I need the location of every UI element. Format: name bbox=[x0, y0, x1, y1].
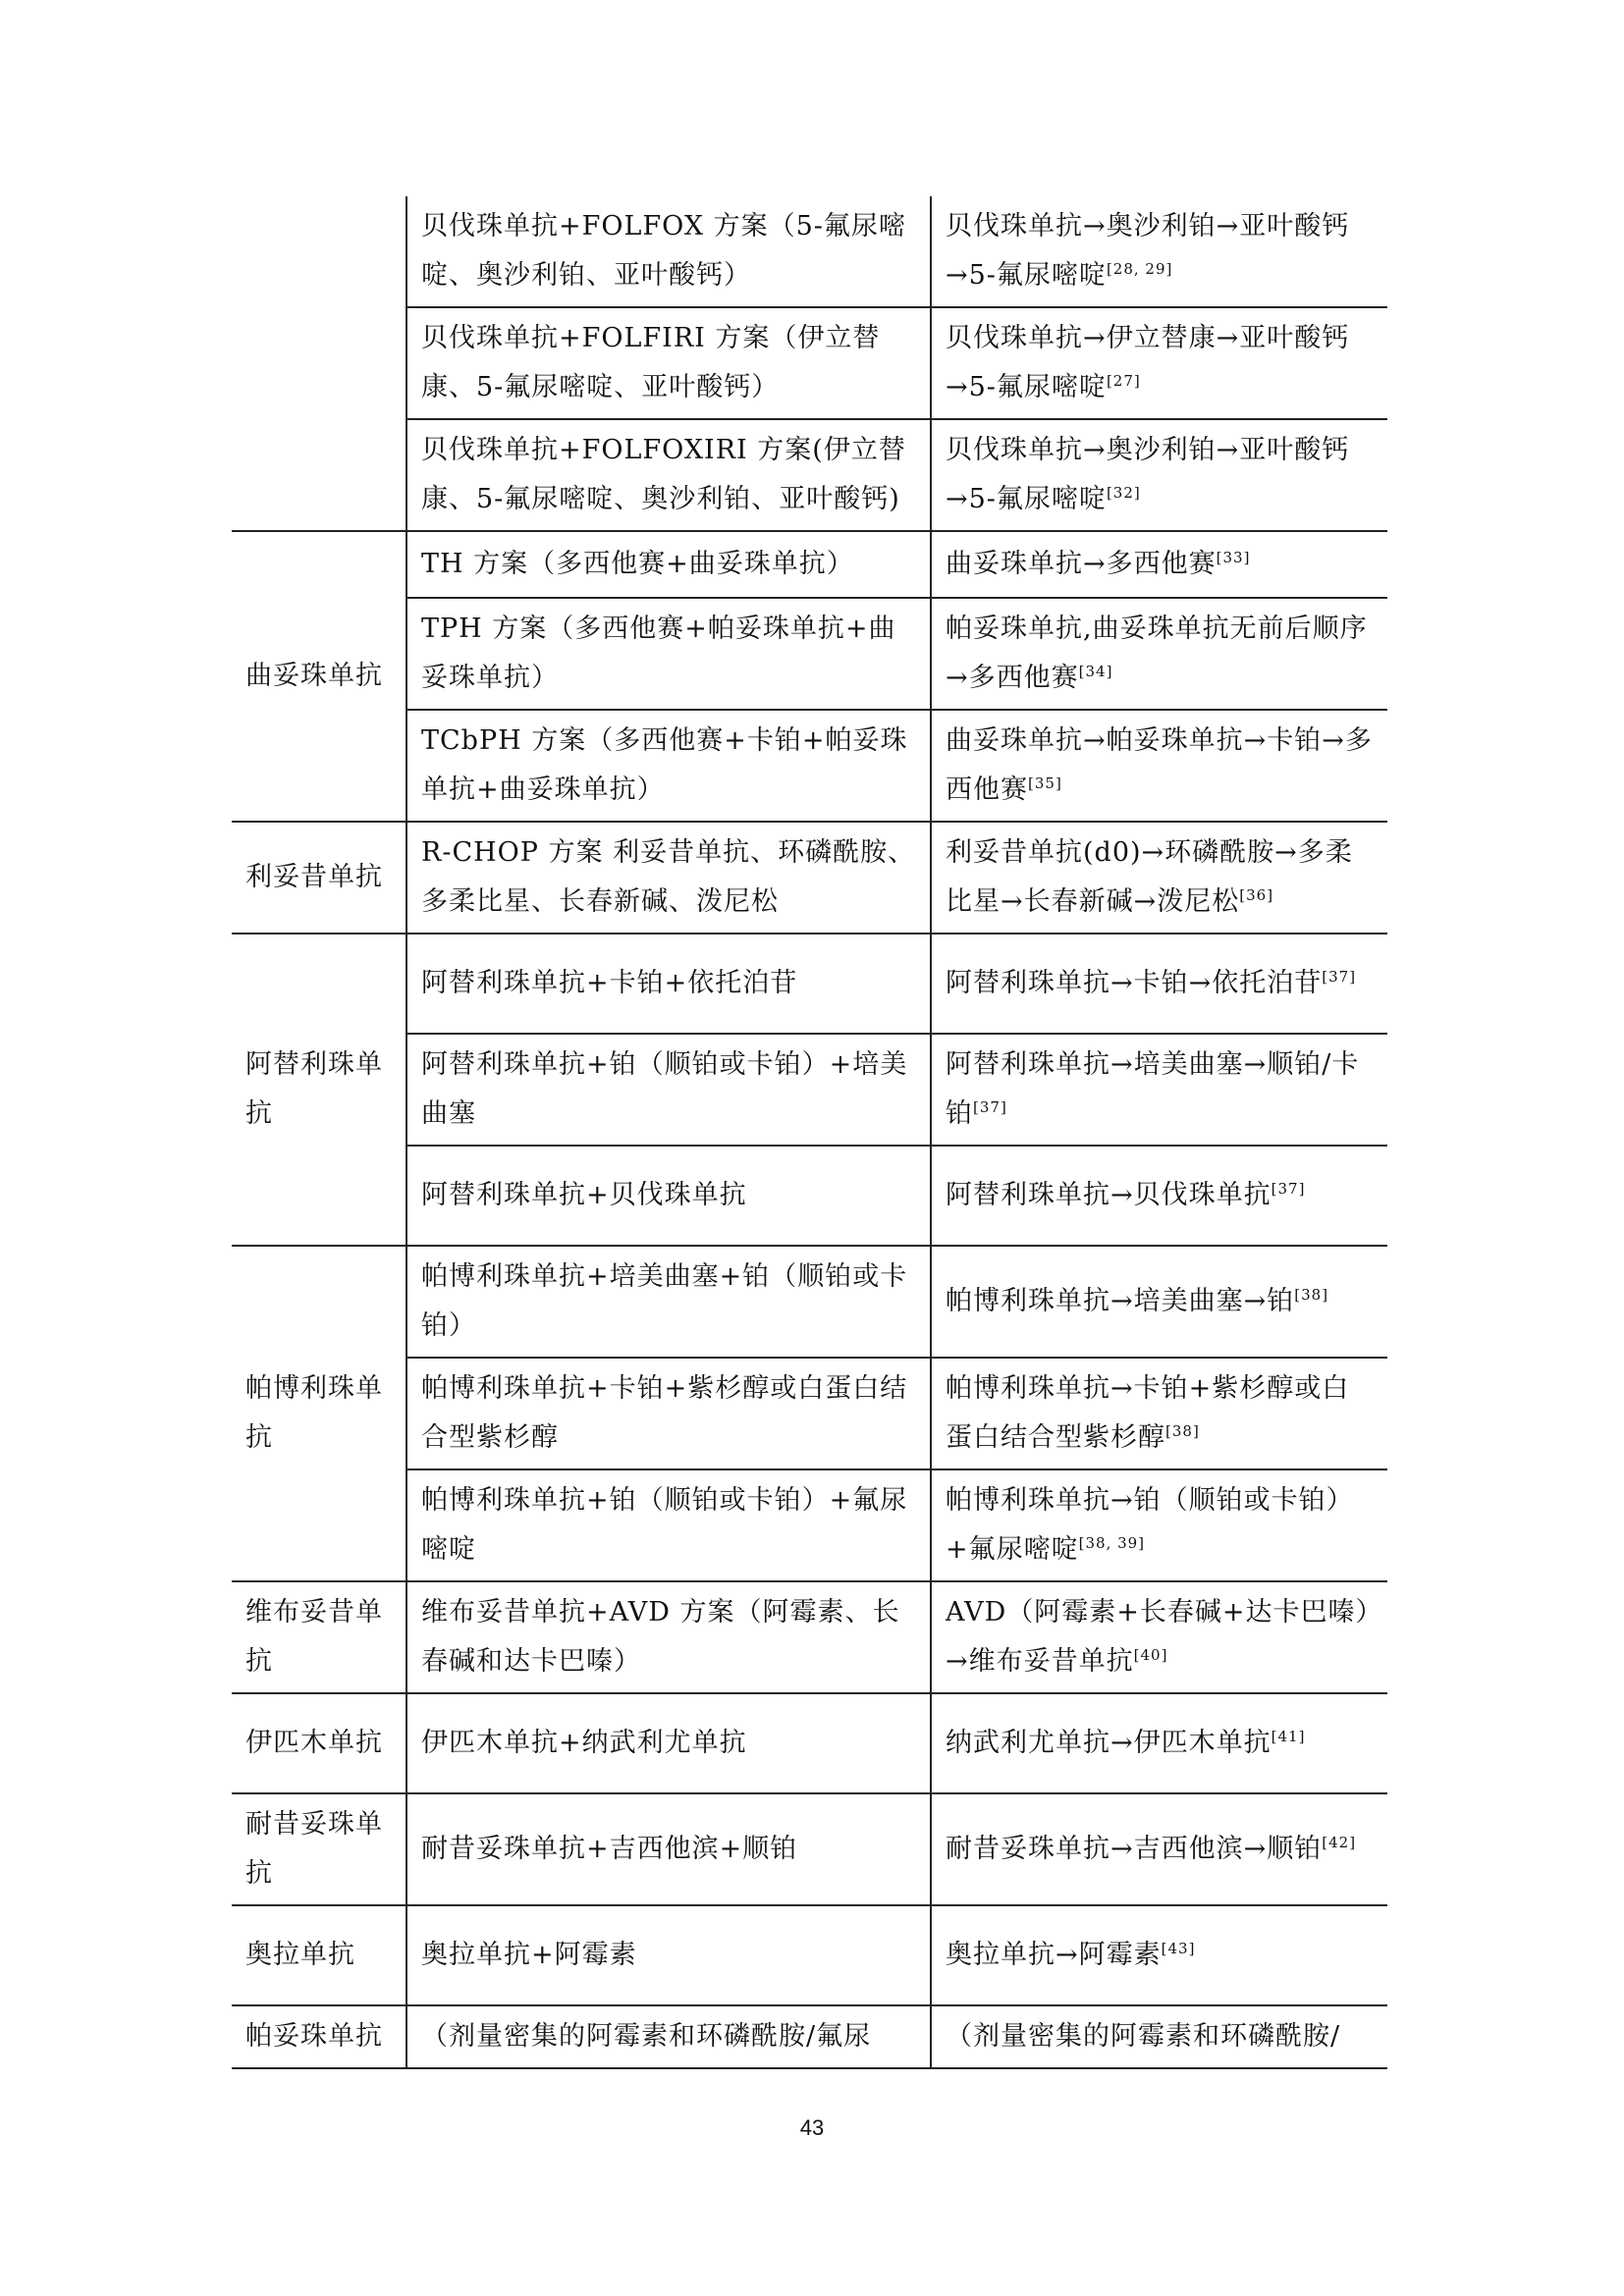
drug-cell: 帕博利珠单抗 bbox=[232, 1246, 406, 1581]
drug-cell: 奥拉单抗 bbox=[232, 1905, 406, 2005]
drug-cell: 伊匹木单抗 bbox=[232, 1693, 406, 1793]
table-row bbox=[232, 1793, 1387, 1905]
sequence-text: 曲妥珠单抗→多西他赛 bbox=[946, 549, 1217, 579]
sequence-cell bbox=[931, 598, 1387, 710]
sequence-cell bbox=[931, 531, 1387, 598]
table-row bbox=[232, 196, 1387, 307]
regimen-cell: TPH 方案（多西他赛+帕妥珠单抗+曲妥珠单抗） bbox=[406, 598, 931, 710]
sequence-cell bbox=[931, 1246, 1387, 1358]
sequence-cell bbox=[931, 307, 1387, 419]
citation: [37] bbox=[973, 1098, 1007, 1116]
citation: [38] bbox=[1165, 1422, 1200, 1440]
table-row bbox=[232, 2005, 1387, 2068]
regimen-cell: 阿替利珠单抗+贝伐珠单抗 bbox=[406, 1146, 931, 1246]
sequence-text: 奥拉单抗→阿霉素 bbox=[946, 1940, 1162, 1970]
drug-cell: 维布妥昔单抗 bbox=[232, 1581, 406, 1693]
sequence-text: 帕妥珠单抗,曲妥珠单抗无前后顺序→多西他赛 bbox=[946, 614, 1368, 693]
drug-cell: 阿替利珠单抗 bbox=[232, 934, 406, 1246]
citation: [32] bbox=[1106, 484, 1141, 502]
citation: [33] bbox=[1216, 549, 1251, 566]
regimen-cell: 贝伐珠单抗+FOLFIRI 方案（伊立替康、5-氟尿嘧啶、亚叶酸钙） bbox=[406, 307, 931, 419]
drug-cell bbox=[232, 196, 406, 531]
table-row bbox=[232, 1246, 1387, 1358]
citation: [37] bbox=[1271, 1180, 1306, 1198]
regimen-cell: （剂量密集的阿霉素和环磷酰胺/氟尿 bbox=[406, 2005, 931, 2068]
regimen-cell: 伊匹木单抗+纳武利尤单抗 bbox=[406, 1693, 931, 1793]
sequence-cell bbox=[931, 1793, 1387, 1905]
regimen-cell: 维布妥昔单抗+AVD 方案（阿霉素、长春碱和达卡巴嗪） bbox=[406, 1581, 931, 1693]
citation: [42] bbox=[1322, 1834, 1357, 1851]
citation: [38, 39] bbox=[1078, 1534, 1146, 1552]
sequence-cell bbox=[931, 1146, 1387, 1246]
sequence-text: AVD（阿霉素+长春碱+达卡巴嗪）→维布妥昔单抗 bbox=[946, 1597, 1371, 1677]
sequence-cell bbox=[931, 1469, 1387, 1581]
sequence-text: 贝伐珠单抗→奥沙利铂→亚叶酸钙→5-氟尿嘧啶 bbox=[946, 211, 1350, 291]
regimen-cell: 耐昔妥珠单抗+吉西他滨+顺铂 bbox=[406, 1793, 931, 1905]
regimen-cell: 帕博利珠单抗+培美曲塞+铂（顺铂或卡铂） bbox=[406, 1246, 931, 1358]
regimen-cell: TCbPH 方案（多西他赛+卡铂+帕妥珠单抗+曲妥珠单抗） bbox=[406, 710, 931, 822]
sequence-text: 阿替利珠单抗→卡铂→依托泊苷 bbox=[946, 968, 1323, 998]
citation: [35] bbox=[1028, 774, 1062, 792]
citation: [40] bbox=[1133, 1646, 1168, 1664]
table-row bbox=[232, 531, 1387, 598]
sequence-text: 帕博利珠单抗→培美曲塞→铂 bbox=[946, 1286, 1295, 1316]
table-row bbox=[232, 1905, 1387, 2005]
sequence-cell bbox=[931, 196, 1387, 307]
regimen-cell: 帕博利珠单抗+卡铂+紫杉醇或白蛋白结合型紫杉醇 bbox=[406, 1358, 931, 1469]
sequence-text: 贝伐珠单抗→奥沙利铂→亚叶酸钙→5-氟尿嘧啶 bbox=[946, 435, 1350, 514]
table-row bbox=[232, 822, 1387, 934]
regimen-cell: 贝伐珠单抗+FOLFOX 方案（5-氟尿嘧啶、奥沙利铂、亚叶酸钙） bbox=[406, 196, 931, 307]
sequence-cell bbox=[931, 1581, 1387, 1693]
table-row bbox=[232, 1581, 1387, 1693]
citation: [38] bbox=[1294, 1286, 1329, 1304]
citation: [37] bbox=[1322, 968, 1357, 986]
sequence-text: 利妥昔单抗(d0)→环磷酰胺→多柔比星→长春新碱→泼尼松 bbox=[946, 837, 1353, 917]
sequence-cell bbox=[931, 1034, 1387, 1146]
sequence-text: 阿替利珠单抗→贝伐珠单抗 bbox=[946, 1180, 1272, 1210]
sequence-cell bbox=[931, 934, 1387, 1034]
table-row bbox=[232, 934, 1387, 1034]
regimen-cell: 奥拉单抗+阿霉素 bbox=[406, 1905, 931, 2005]
citation: [41] bbox=[1271, 1728, 1306, 1745]
sequence-cell bbox=[931, 1905, 1387, 2005]
sequence-cell bbox=[931, 2005, 1387, 2068]
sequence-text: 纳武利尤单抗→伊匹木单抗 bbox=[946, 1728, 1272, 1758]
page-number: 43 bbox=[799, 2115, 825, 2140]
sequence-text: 曲妥珠单抗→帕妥珠单抗→卡铂→多西他赛 bbox=[946, 725, 1373, 805]
citation: [27] bbox=[1106, 372, 1141, 390]
drug-sequence-table bbox=[232, 196, 1387, 2069]
drug-cell: 耐昔妥珠单抗 bbox=[232, 1793, 406, 1905]
citation: [43] bbox=[1161, 1940, 1196, 1957]
sequence-cell bbox=[931, 1693, 1387, 1793]
regimen-cell: 阿替利珠单抗+卡铂+依托泊苷 bbox=[406, 934, 931, 1034]
regimen-cell: 贝伐珠单抗+FOLFOXIRI 方案(伊立替康、5-氟尿嘧啶、奥沙利铂、亚叶酸钙) bbox=[406, 419, 931, 531]
sequence-text: 阿替利珠单抗→培美曲塞→顺铂/卡铂 bbox=[946, 1049, 1360, 1129]
drug-cell: 帕妥珠单抗 bbox=[232, 2005, 406, 2068]
regimen-cell: 帕博利珠单抗+铂（顺铂或卡铂）+氟尿嘧啶 bbox=[406, 1469, 931, 1581]
citation: [34] bbox=[1078, 663, 1113, 680]
sequence-text: 耐昔妥珠单抗→吉西他滨→顺铂 bbox=[946, 1834, 1323, 1864]
drug-cell: 利妥昔单抗 bbox=[232, 822, 406, 934]
sequence-text: 贝伐珠单抗→伊立替康→亚叶酸钙→5-氟尿嘧啶 bbox=[946, 323, 1350, 402]
citation: [36] bbox=[1239, 886, 1274, 904]
regimen-cell: TH 方案（多西他赛+曲妥珠单抗） bbox=[406, 531, 931, 598]
sequence-cell bbox=[931, 822, 1387, 934]
sequence-text: 帕博利珠单抗→卡铂+紫杉醇或白蛋白结合型紫杉醇 bbox=[946, 1373, 1350, 1453]
sequence-text: （剂量密集的阿霉素和环磷酰胺/ bbox=[946, 2021, 1341, 2052]
table-row bbox=[232, 1693, 1387, 1793]
regimen-cell: 阿替利珠单抗+铂（顺铂或卡铂）+培美曲塞 bbox=[406, 1034, 931, 1146]
sequence-cell bbox=[931, 710, 1387, 822]
sequence-cell bbox=[931, 419, 1387, 531]
drug-cell: 曲妥珠单抗 bbox=[232, 531, 406, 822]
sequence-cell bbox=[931, 1358, 1387, 1469]
sequence-text: 帕博利珠单抗→铂（顺铂或卡铂）+氟尿嘧啶 bbox=[946, 1485, 1354, 1565]
citation: [28, 29] bbox=[1106, 260, 1173, 278]
regimen-cell: R-CHOP 方案 利妥昔单抗、环磷酰胺、多柔比星、长春新碱、泼尼松 bbox=[406, 822, 931, 934]
